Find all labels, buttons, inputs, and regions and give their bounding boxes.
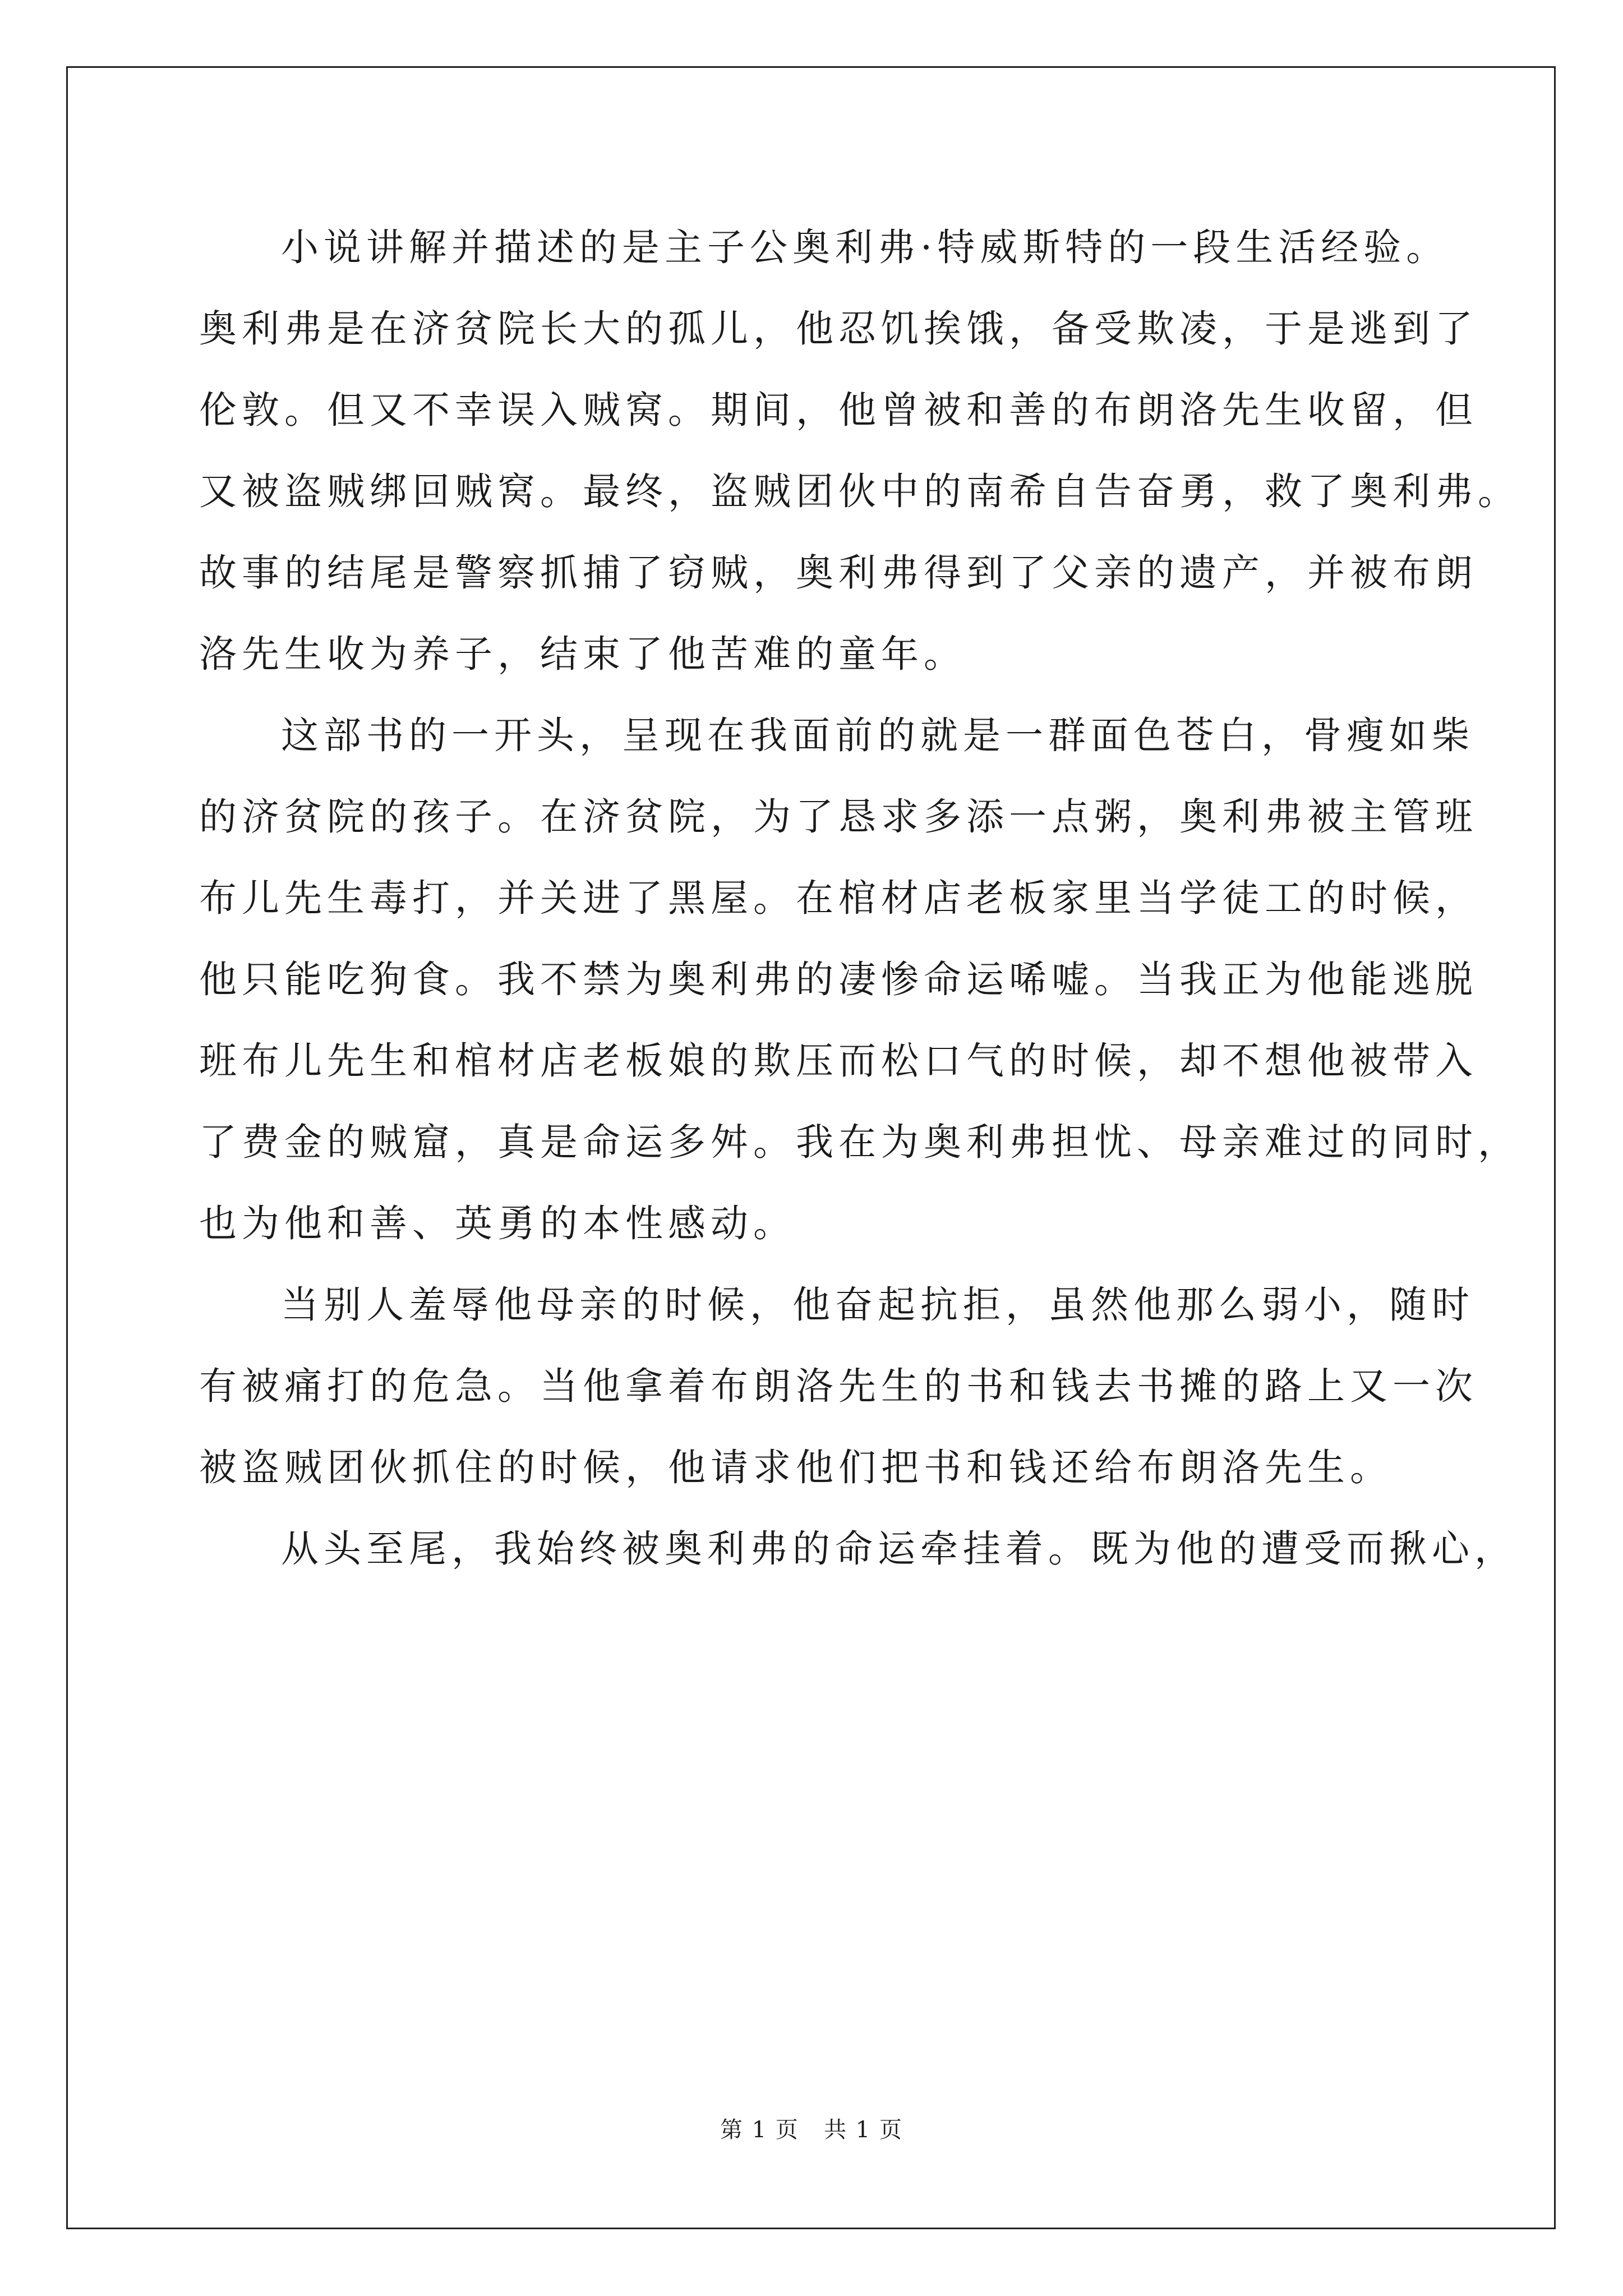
text-line: 伦敦。但又不幸误入贼窝。期间，他曾被和善的布朗洛先生收留，但 — [199, 388, 1478, 432]
text-line: 故事的结尾是警察抓捕了窃贼，奥利弗得到了父亲的遗产，并被布朗 — [199, 551, 1478, 595]
text-line: 班布儿先生和棺材店老板娘的欺压而松口气的时候，却不想他被带入 — [199, 1039, 1478, 1083]
text-line: 又被盗贼绑回贼窝。最终，盗贼团伙中的南希自告奋勇，救了奥利弗。 — [199, 470, 1520, 513]
page-total: 共 1 页 — [824, 2117, 903, 2143]
text-line: 他只能吃狗食。我不禁为奥利弗的凄惨命运唏嘘。当我正为他能逃脱 — [199, 958, 1478, 1001]
text-line: 了费金的贼窟，真是命运多舛。我在为奥利弗担忧、母亲难过的同时， — [199, 1120, 1520, 1164]
text-line: 有被痛打的危急。当他拿着布朗洛先生的书和钱去书摊的路上又一次 — [199, 1364, 1478, 1408]
text-line: 洛先生收为养子，结束了他苦难的童年。 — [199, 632, 966, 676]
text-line: 小说讲解并描述的是主子公奥利弗·特威斯特的一段生活经验。 — [281, 226, 1449, 269]
text-line: 这部书的一开头，呈现在我面前的就是一群面色苍白，骨瘦如柴 — [281, 714, 1474, 757]
text-line: 奥利弗是在济贫院长大的孤儿，他忍饥挨饿，备受欺凌，于是逃到了 — [199, 307, 1478, 351]
text-line: 被盗贼团伙抓住的时候，他请求他们把书和钱还给布朗洛先生。 — [199, 1446, 1393, 1489]
text-line: 的济贫院的孩子。在济贫院，为了恳求多添一点粥，奥利弗被主管班 — [199, 795, 1478, 839]
document-body — [199, 207, 1520, 1590]
text-line: 当别人羞辱他母亲的时候，他奋起抗拒，虽然他那么弱小，随时 — [281, 1283, 1474, 1327]
text-line: 从头至尾，我始终被奥利弗的命运牵挂着。既为他的遭受而揪心， — [281, 1527, 1517, 1571]
page-number: 第 1 页 — [720, 2117, 799, 2143]
text-line: 也为他和善、英勇的本性感动。 — [199, 1202, 796, 1245]
page-footer — [0, 2116, 1623, 2144]
text-line: 布儿先生毒打，并关进了黑屋。在棺材店老板家里当学徒工的时候， — [199, 876, 1478, 920]
